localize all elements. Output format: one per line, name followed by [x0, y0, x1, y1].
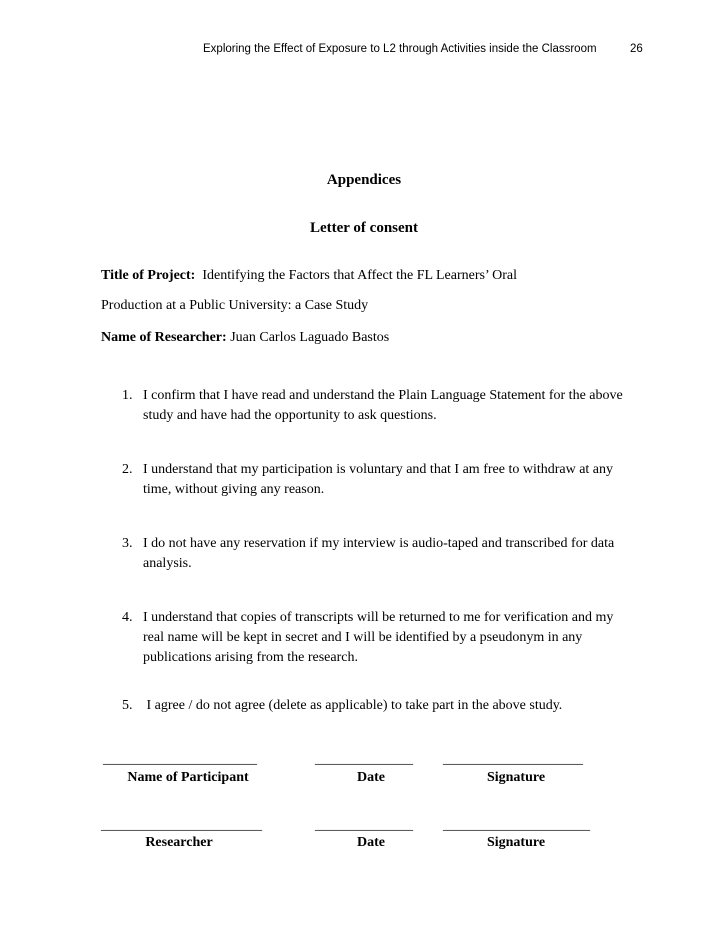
project-title-line-2: Production at a Public University: a Case Study [101, 298, 369, 313]
page-number: 26 [630, 43, 643, 55]
item-text-line: I understand that my participation is voluntary and that I am free to withdraw at any [143, 462, 614, 477]
item-text-line: analysis. [143, 556, 192, 571]
item-text-line: publications arising from the research. [143, 650, 358, 665]
participant-name-line[interactable]: ______________________ [103, 752, 257, 767]
researcher-name-line[interactable]: _______________________ [101, 818, 262, 833]
page-subheading: Letter of consent [309, 220, 419, 236]
running-title: Exploring the Effect of Exposure to L2 through Activities inside the Classroom [203, 43, 597, 55]
researcher-label: Name of Researcher: [101, 330, 227, 345]
item-text-line: real name will be kept in secret and I will be identified by a pseudonym in any [143, 630, 583, 645]
item-text-line: I agree / do not agree (delete as applicable) to take part in the above study. [143, 698, 563, 713]
project-title-line [101, 268, 517, 284]
item-number: 5. [122, 698, 133, 713]
researcher-signature-line[interactable]: _____________________ [443, 818, 590, 833]
researcher-line [101, 330, 389, 346]
researcher-label-text: Researcher [145, 835, 213, 850]
running-header [0, 40, 728, 58]
item-text-line: study and have had the opportunity to ask questions. [143, 408, 437, 423]
item-number: 3. [122, 536, 133, 551]
item-text-line: time, without giving any reason. [143, 482, 325, 497]
item-text-line: I understand that copies of transcripts will be returned to me for verification and my [143, 610, 614, 625]
researcher-signature-label: Signature [486, 835, 546, 850]
item-number: 2. [122, 462, 133, 477]
participant-date-label: Date [357, 770, 385, 785]
item-text-line: I confirm that I have read and understand the Plain Language Statement for the above [143, 388, 623, 403]
researcher-name: Juan Carlos Laguado Bastos [230, 330, 390, 345]
participant-date-line[interactable]: ______________ [315, 752, 413, 767]
participant-signature-label: Signature [486, 770, 546, 785]
item-number: 1. [122, 388, 133, 403]
researcher-date-label: Date [357, 835, 385, 850]
project-title-text-1: Identifying the Factors that Affect the FL Learners’ Oral [202, 268, 517, 283]
item-number: 4. [122, 610, 133, 625]
researcher-date-line[interactable]: ______________ [315, 818, 413, 833]
participant-name-label: Name of Participant [127, 770, 249, 785]
project-title-label: Title of Project: [101, 268, 196, 283]
item-text-line: I do not have any reservation if my interview is audio-taped and transcribed for data [143, 536, 615, 551]
page-heading: Appendices [326, 172, 402, 188]
participant-signature-line[interactable]: ____________________ [443, 752, 583, 767]
